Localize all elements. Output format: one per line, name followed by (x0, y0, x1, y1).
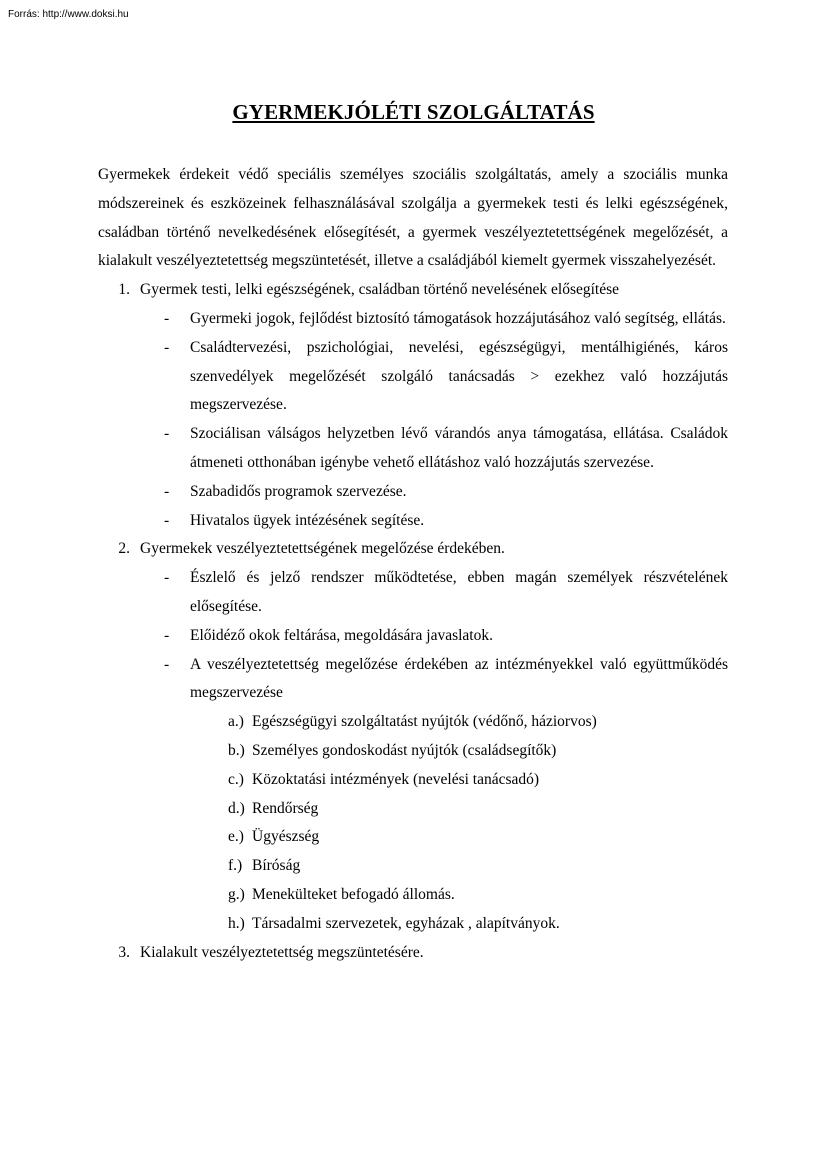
lettered-item-text: Menekülteket befogadó állomás. (252, 885, 455, 903)
lettered-item-text: Társadalmi szervezetek, egyházak , alapítványok. (252, 914, 560, 932)
lettered-item (98, 708, 728, 737)
lettered-item (98, 737, 728, 766)
dash-item-text: Szabadidős programok szervezése. (190, 482, 407, 500)
dash-item (98, 305, 728, 334)
list-marker: 3. (118, 943, 130, 961)
lettered-item (98, 881, 728, 910)
letter-marker: h.) (228, 914, 245, 932)
dash-marker: - (164, 338, 170, 356)
letter-marker: e.) (228, 828, 244, 846)
lettered-item-text: Közoktatási intézmények (nevelési tanácsadó) (252, 770, 540, 788)
dash-marker: - (164, 626, 170, 644)
dash-item (98, 564, 728, 622)
letter-marker: c.) (228, 770, 244, 788)
lettered-item (98, 795, 728, 824)
source-url: Forrás: http://www.doksi.hu (8, 9, 129, 20)
list-item-text: Gyermek testi, lelki egészségének, családban történő nevelésének elősegítése (140, 281, 620, 299)
letter-marker: b.) (228, 741, 245, 759)
letter-marker: a.) (228, 713, 244, 731)
dash-item (98, 420, 728, 478)
dash-item (98, 507, 728, 536)
document-body (98, 161, 728, 967)
page-title: GYERMEKJÓLÉTI SZOLGÁLTATÁS (232, 100, 595, 124)
dash-marker: - (164, 569, 170, 587)
lettered-item-text: Rendőrség (252, 799, 319, 817)
dash-item (98, 478, 728, 507)
lettered-item-text: Ügyészség (252, 828, 320, 846)
letter-marker: f.) (228, 857, 243, 875)
list-item-text: Kialakult veszélyeztetettség megszüntetésére. (140, 943, 424, 961)
dash-marker: - (164, 655, 170, 673)
list-marker: 1. (118, 281, 130, 299)
lettered-item-text: Bíróság (252, 857, 301, 875)
dash-item-text: Észlelő és jelző rendszer működtetése, ebben magán személyek részvételének elősegítése. (190, 569, 728, 615)
dash-item (98, 651, 728, 709)
numbered-item-3 (98, 939, 728, 968)
lettered-item (98, 823, 728, 852)
numbered-item-1 (98, 276, 728, 305)
dash-item-text: Előidéző okok feltárása, megoldására javaslatok. (190, 626, 493, 644)
dash-item-text: A veszélyeztetettség megelőzése érdekében az intézményekkel való együttműködés megszervezése (190, 655, 728, 702)
dash-marker: - (164, 482, 170, 500)
dash-item-text: Hivatalos ügyek intézésének segítése. (190, 511, 425, 529)
lettered-item (98, 852, 728, 881)
dash-item-text: Gyermeki jogok, fejlődést biztosító támogatások hozzájutásához való segítség, ellátás. (190, 309, 726, 327)
dash-marker: - (164, 511, 170, 529)
dash-item (98, 334, 728, 420)
intro-paragraph: Gyermekek érdekeit védő speciális személyes szociális szolgáltatás, amely a szociális munka módszereinek és eszközeinek felhasználásával szolgálja a gyermekek testi és lelki egészségének, családban történő nevelkedésének elősegítését, a gyermek veszélyeztetettségének megelőzését, a kialakult veszélyeztetettség megszüntetését, illetve a családjából kiemelt gyermek visszahelyezését. (98, 166, 728, 270)
letter-marker: d.) (228, 799, 245, 817)
lettered-item (98, 910, 728, 939)
lettered-item (98, 766, 728, 795)
dash-item (98, 622, 728, 651)
list-marker: 2. (118, 540, 130, 558)
dash-item-text: Szociálisan válságos helyzetben lévő várandós anya támogatása, ellátása. Családok átmeneti otthonában igénybe vehető ellátáshoz való hozzájutás szervezése. (190, 425, 728, 471)
letter-marker: g.) (228, 885, 245, 903)
numbered-item-2 (98, 535, 728, 564)
lettered-item-text: Egészségügyi szolgáltatást nyújtók (védőnő, háziorvos) (252, 713, 597, 731)
lettered-item-text: Személyes gondoskodást nyújtók (családsegítők) (252, 741, 557, 759)
dash-marker: - (164, 309, 170, 327)
list-item-text: Gyermekek veszélyeztetettségének megelőzése érdekében. (140, 540, 505, 558)
dash-marker: - (164, 425, 170, 443)
dash-item-text: Családtervezési, pszichológiai, nevelési, egészségügyi, mentálhigiénés, káros szenvedélyek megelőzését szolgáló tanácsadás > ezekhez való hozzájutás megszervezése. (190, 338, 728, 414)
